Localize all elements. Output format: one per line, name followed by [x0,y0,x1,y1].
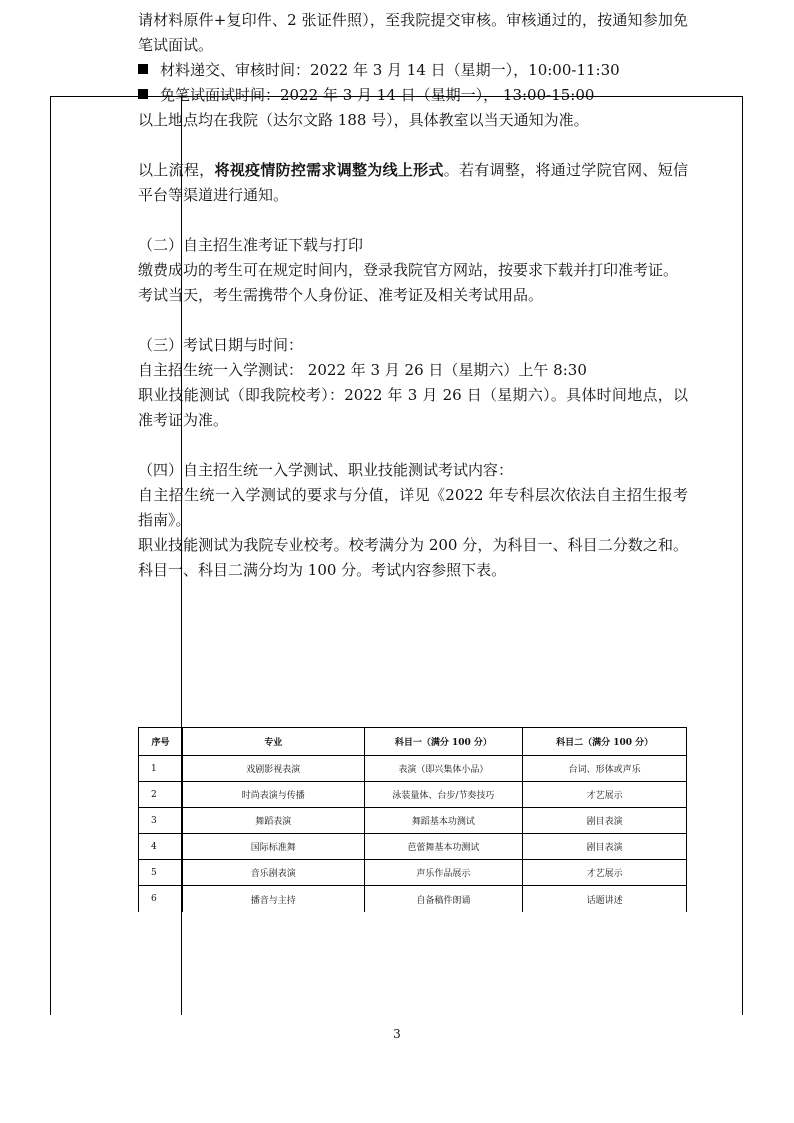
table-row [139,860,687,886]
table-cell: 4 [139,834,183,860]
square-bullet-icon [138,64,148,74]
paragraph: 以上地点均在我院（达尔文路 188 号），具体教室以当天通知为准。 [138,111,589,129]
exam-content-table [138,727,687,912]
table-cell: 舞蹈基本功测试 [364,808,523,834]
bullet-item: 材料递交、审核时间：2022 年 3 月 14 日（星期一），10:00-11:30 [138,58,688,83]
header-cell: 科目二（满分 100 分） [523,728,687,756]
bold-text: 将视疫情防控需求调整为线上形式 [214,161,444,179]
table-cell: 剧目表演 [523,834,687,860]
table-cell: 声乐作品展示 [364,860,523,886]
square-bullet-icon [138,89,148,99]
header-cell: 专业 [182,728,364,756]
table-cell: 台词、形体或声乐 [523,756,687,782]
paragraph: 自主招生统一入学测试的要求与分值，详见《2022 年专科层次依法自主招生报考指南》。 [138,486,688,529]
table-cell: 6 [139,886,183,913]
table-cell: 才艺展示 [523,860,687,886]
table-cell: 5 [139,860,183,886]
paragraph: 考试当天，考生需携带个人身份证、准考证及相关考试用品。 [138,286,544,304]
table-cell: 表演（即兴集体小品） [364,756,523,782]
paragraph: 职业技能测试为我院专业校考。校考满分为 200 分，为科目一、科目二分数之和。科目一、科目二满分均为 100 分。考试内容参照下表。 [138,536,688,579]
table-cell: 2 [139,782,183,808]
section-heading: （四）自主招生统一入学测试、职业技能测试考试内容： [138,461,514,479]
table-cell: 才艺展示 [523,782,687,808]
table-cell: 音乐剧表演 [182,860,364,886]
table-cell: 剧目表演 [523,808,687,834]
table-cell: 3 [139,808,183,834]
table-row [139,756,687,782]
table-row [139,808,687,834]
paragraph: 职业技能测试（即我院校考）：2022 年 3 月 26 日（星期六）。具体时间地点，以准考证为准。 [138,386,688,429]
table-cell: 泳装量体、台步/节奏技巧 [364,782,523,808]
table-cell: 1 [139,756,183,782]
document-body [138,8,688,583]
table-row [139,782,687,808]
table-cell: 戏剧影视表演 [182,756,364,782]
table-cell: 时尚表演与传播 [182,782,364,808]
table-cell: 自备稿件朗诵 [364,886,523,913]
table-row [139,886,687,913]
paragraph: 以上流程，将视疫情防控需求调整为线上形式。若有调整，将通过学院官网、短信平台等渠道进行通知。 [138,161,688,204]
table-cell: 话题讲述 [523,886,687,913]
paragraph: 请材料原件+复印件、2 张证件照），至我院提交审核。审核通过的，按通知参加免笔试面试。 [138,11,688,54]
table-cell: 芭蕾舞基本功测试 [364,834,523,860]
section-heading: （三）考试日期与时间： [138,336,304,354]
table-cell: 舞蹈表演 [182,808,364,834]
bullet-item: 免笔试面试时间：2022 年 3 月 14 日（星期一）， 13:00-15:00 [138,83,688,108]
table-row [139,834,687,860]
paragraph: 缴费成功的考生可在规定时间内，登录我院官方网站，按要求下载并打印准考证。 [138,261,679,279]
paragraph: 自主招生统一入学测试： 2022 年 3 月 26 日（星期六）上午 8:30 [138,361,587,379]
section-heading: （二）自主招生准考证下载与打印 [138,236,364,254]
table-cell: 播音与主持 [182,886,364,913]
table-header-row [139,728,687,756]
header-cell: 科目一（满分 100 分） [364,728,523,756]
table-cell: 国际标准舞 [182,834,364,860]
page-number: 3 [393,1027,401,1041]
header-cell: 序号 [139,728,183,756]
